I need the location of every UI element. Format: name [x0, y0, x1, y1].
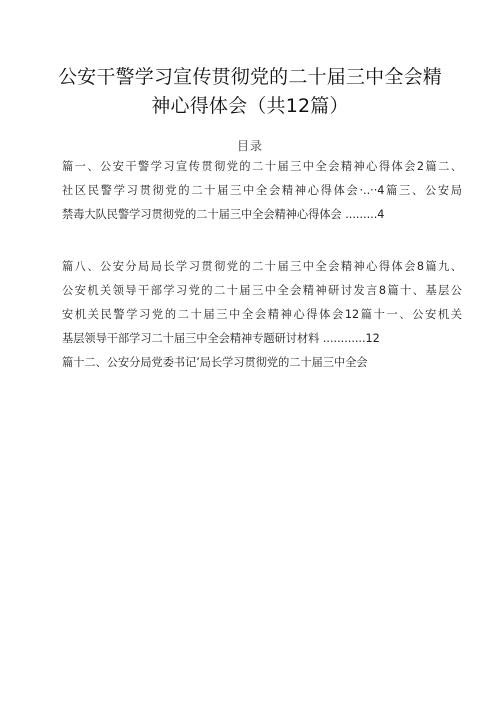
toc-line: 社区民警学习贯彻党的二十届三中全会精神心得体会·..··4篇三、公安局: [62, 184, 462, 197]
toc-heading: 目录: [236, 139, 263, 153]
toc-line: 篇八、公安分局局长学习贯彻党的二十届三中全会精神心得体会8篇九、: [62, 260, 462, 273]
document-title-line-2: 神心得体会（共12篇）: [151, 95, 349, 117]
toc-line: 篇十二、公安分局党委书记’局长学习贯彻党的二十届三中全会: [62, 356, 368, 369]
toc-line: 篇一、公安干警学习宣传贯彻党的二十届三中全会精神心得体会2篇二、: [62, 160, 462, 173]
document-title-line-1: 公安干警学习宣传贯彻党的二十届三中全会精: [57, 66, 442, 88]
toc-line: 公安机关领导干部学习党的二十届三中全会精神研讨发言8篇十、基层公: [62, 284, 462, 297]
toc-line: 基层领导干部学习二十届三中全会精神专题研讨材料 ............12: [62, 332, 380, 345]
toc-line: 禁毒大队民警学习贯彻党的二十届三中全会精神心得体会 .........4: [62, 208, 385, 221]
toc-line: 安机关民警学习党的二十届三中全会精神心得体会12篇十一、公安机关: [62, 308, 462, 321]
